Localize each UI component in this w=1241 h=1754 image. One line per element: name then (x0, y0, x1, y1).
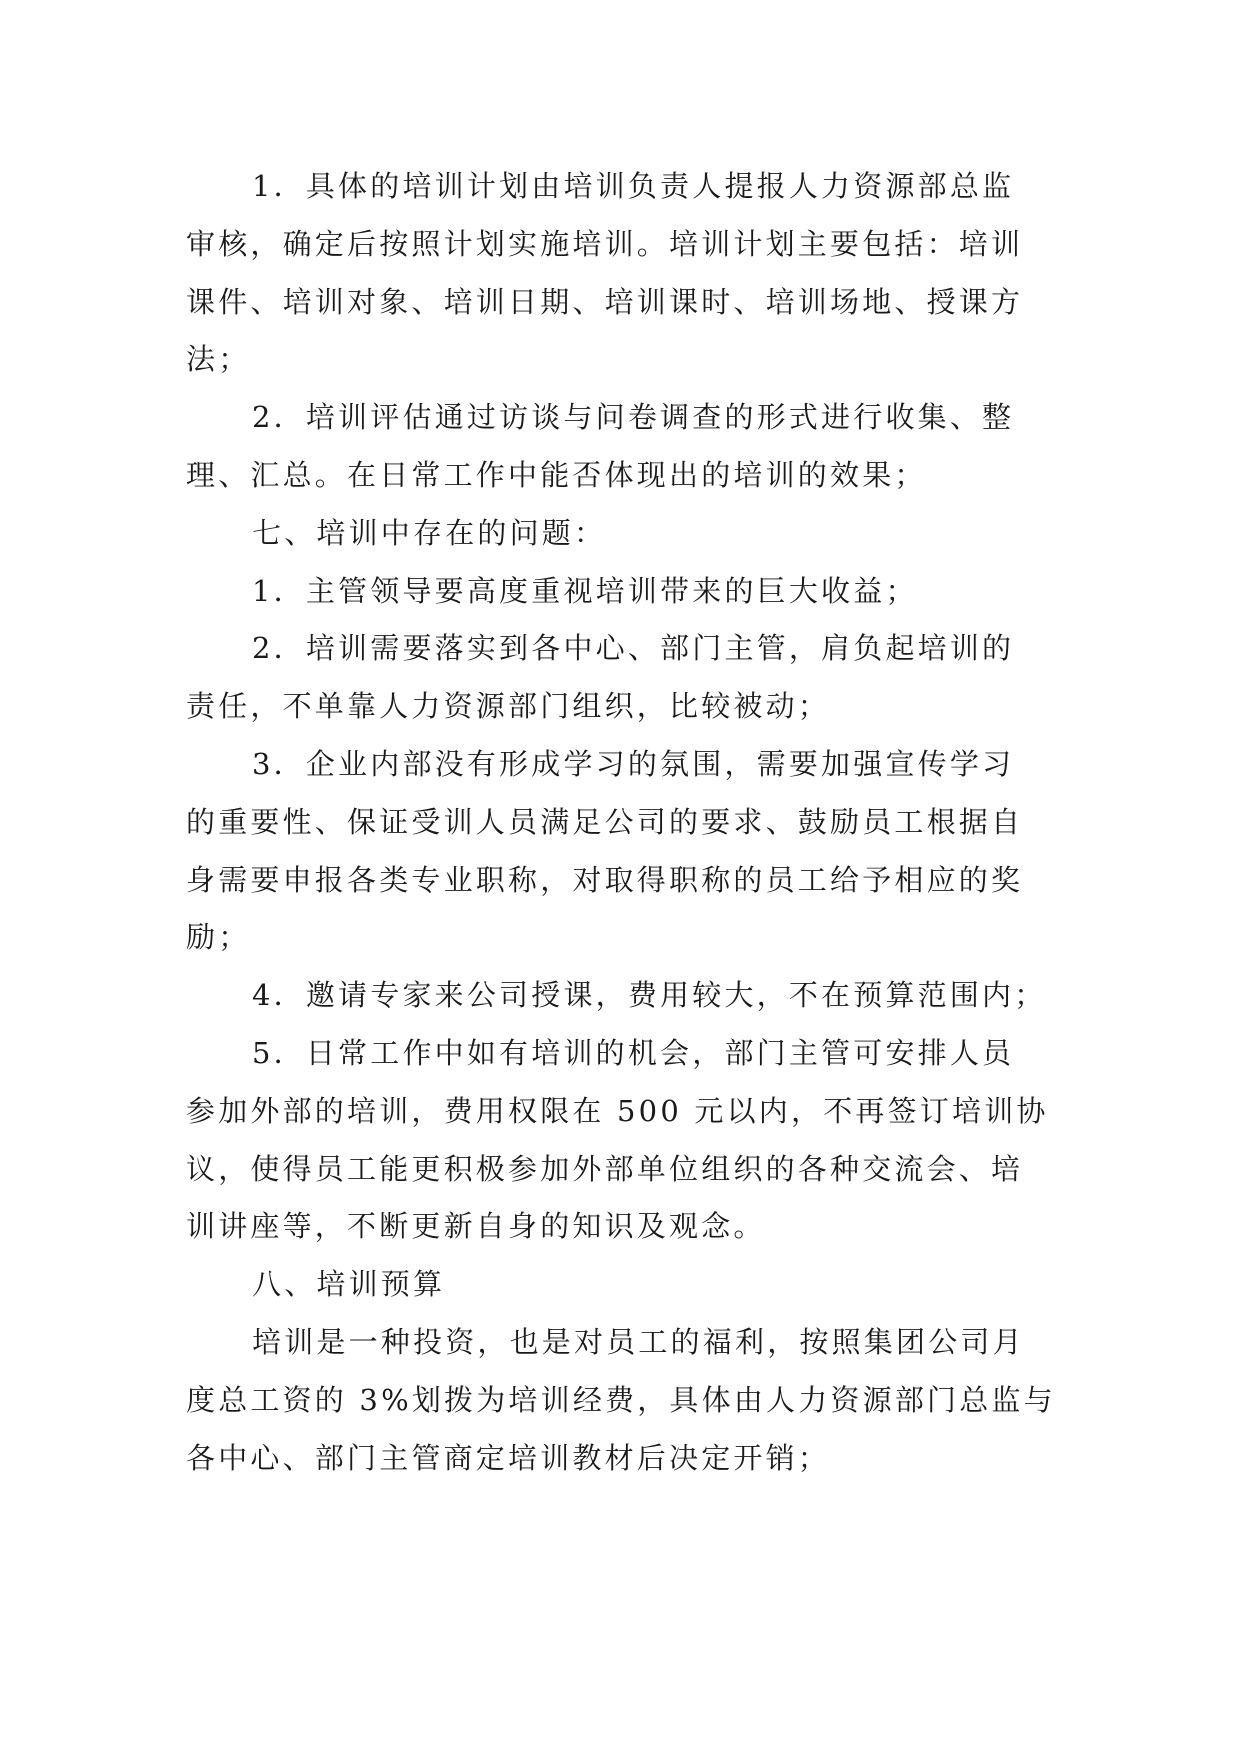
paragraph-line: 理、汇总。在日常工作中能否体现出的培训的效果； (186, 457, 927, 492)
paragraph-line: 审核，确定后按照计划实施培训。培训计划主要包括：培训 (186, 226, 1024, 261)
paragraph-line: 八、培训预算 (252, 1267, 446, 1302)
paragraph-line: 的重要性、保证受训人员满足公司的要求、鼓励员工根据自 (186, 804, 1024, 839)
paragraph-line: 培训是一种投资，也是对员工的福利，按照集团公司月 (252, 1324, 1025, 1359)
paragraph-line: 责任，不单靠人力资源部门组织，比较被动； (186, 689, 831, 724)
paragraph-line: 课件、培训对象、培训日期、培训课时、培训场地、授课方 (186, 284, 1024, 319)
paragraph (186, 389, 1048, 505)
paragraph-line: 训讲座等，不断更新自身的知识及观念。 (186, 1209, 766, 1244)
paragraph-line: 5．日常工作中如有培训的机会，部门主管可安排人员 (252, 1035, 1015, 1070)
paragraph (186, 1314, 1056, 1487)
paragraph (186, 1025, 1048, 1256)
paragraph (186, 563, 1048, 621)
paragraph-line: 议，使得员工能更积极参加外部单位组织的各种交流会、培 (186, 1151, 1024, 1186)
paragraph-line: 1．具体的培训计划由培训负责人提报人力资源部总监 (252, 169, 1015, 203)
paragraph (186, 967, 1048, 1025)
paragraph (186, 158, 1048, 389)
paragraph-line: 参加外部的培训，费用权限在 500 元以内，不再签订培训协 (186, 1093, 1049, 1128)
paragraph-line: 法； (186, 342, 251, 377)
paragraph (186, 736, 1048, 967)
paragraph (186, 1256, 1048, 1314)
paragraph (186, 505, 1048, 563)
paragraph-line: 3．企业内部没有形成学习的氛围，需要加强宣传学习 (252, 746, 1015, 781)
paragraph-line: 1．主管领导要高度重视培训带来的巨大收益； (252, 573, 918, 608)
paragraph-line: 4．邀请专家来公司授课，费用较大，不在预算范围内； (252, 978, 1047, 1013)
paragraph (186, 620, 1048, 736)
paragraph-line: 身需要申报各类专业职称，对取得职称的员工给予相应的奖 (186, 862, 1024, 897)
paragraph-line: 2．培训评估通过访谈与问卷调查的形式进行收集、整 (252, 400, 1015, 435)
paragraph-line: 励； (186, 920, 251, 955)
paragraph-line: 度总工资的 3%划拨为培训经费，具体由人力资源部门总监与 (186, 1382, 1056, 1417)
document-body (186, 158, 1056, 1487)
paragraph-line: 2．培训需要落实到各中心、部门主管，肩负起培训的 (252, 631, 1015, 666)
paragraph-line: 各中心、部门主管商定培训教材后决定开销； (186, 1440, 831, 1475)
paragraph-line: 七、培训中存在的问题： (252, 515, 607, 550)
